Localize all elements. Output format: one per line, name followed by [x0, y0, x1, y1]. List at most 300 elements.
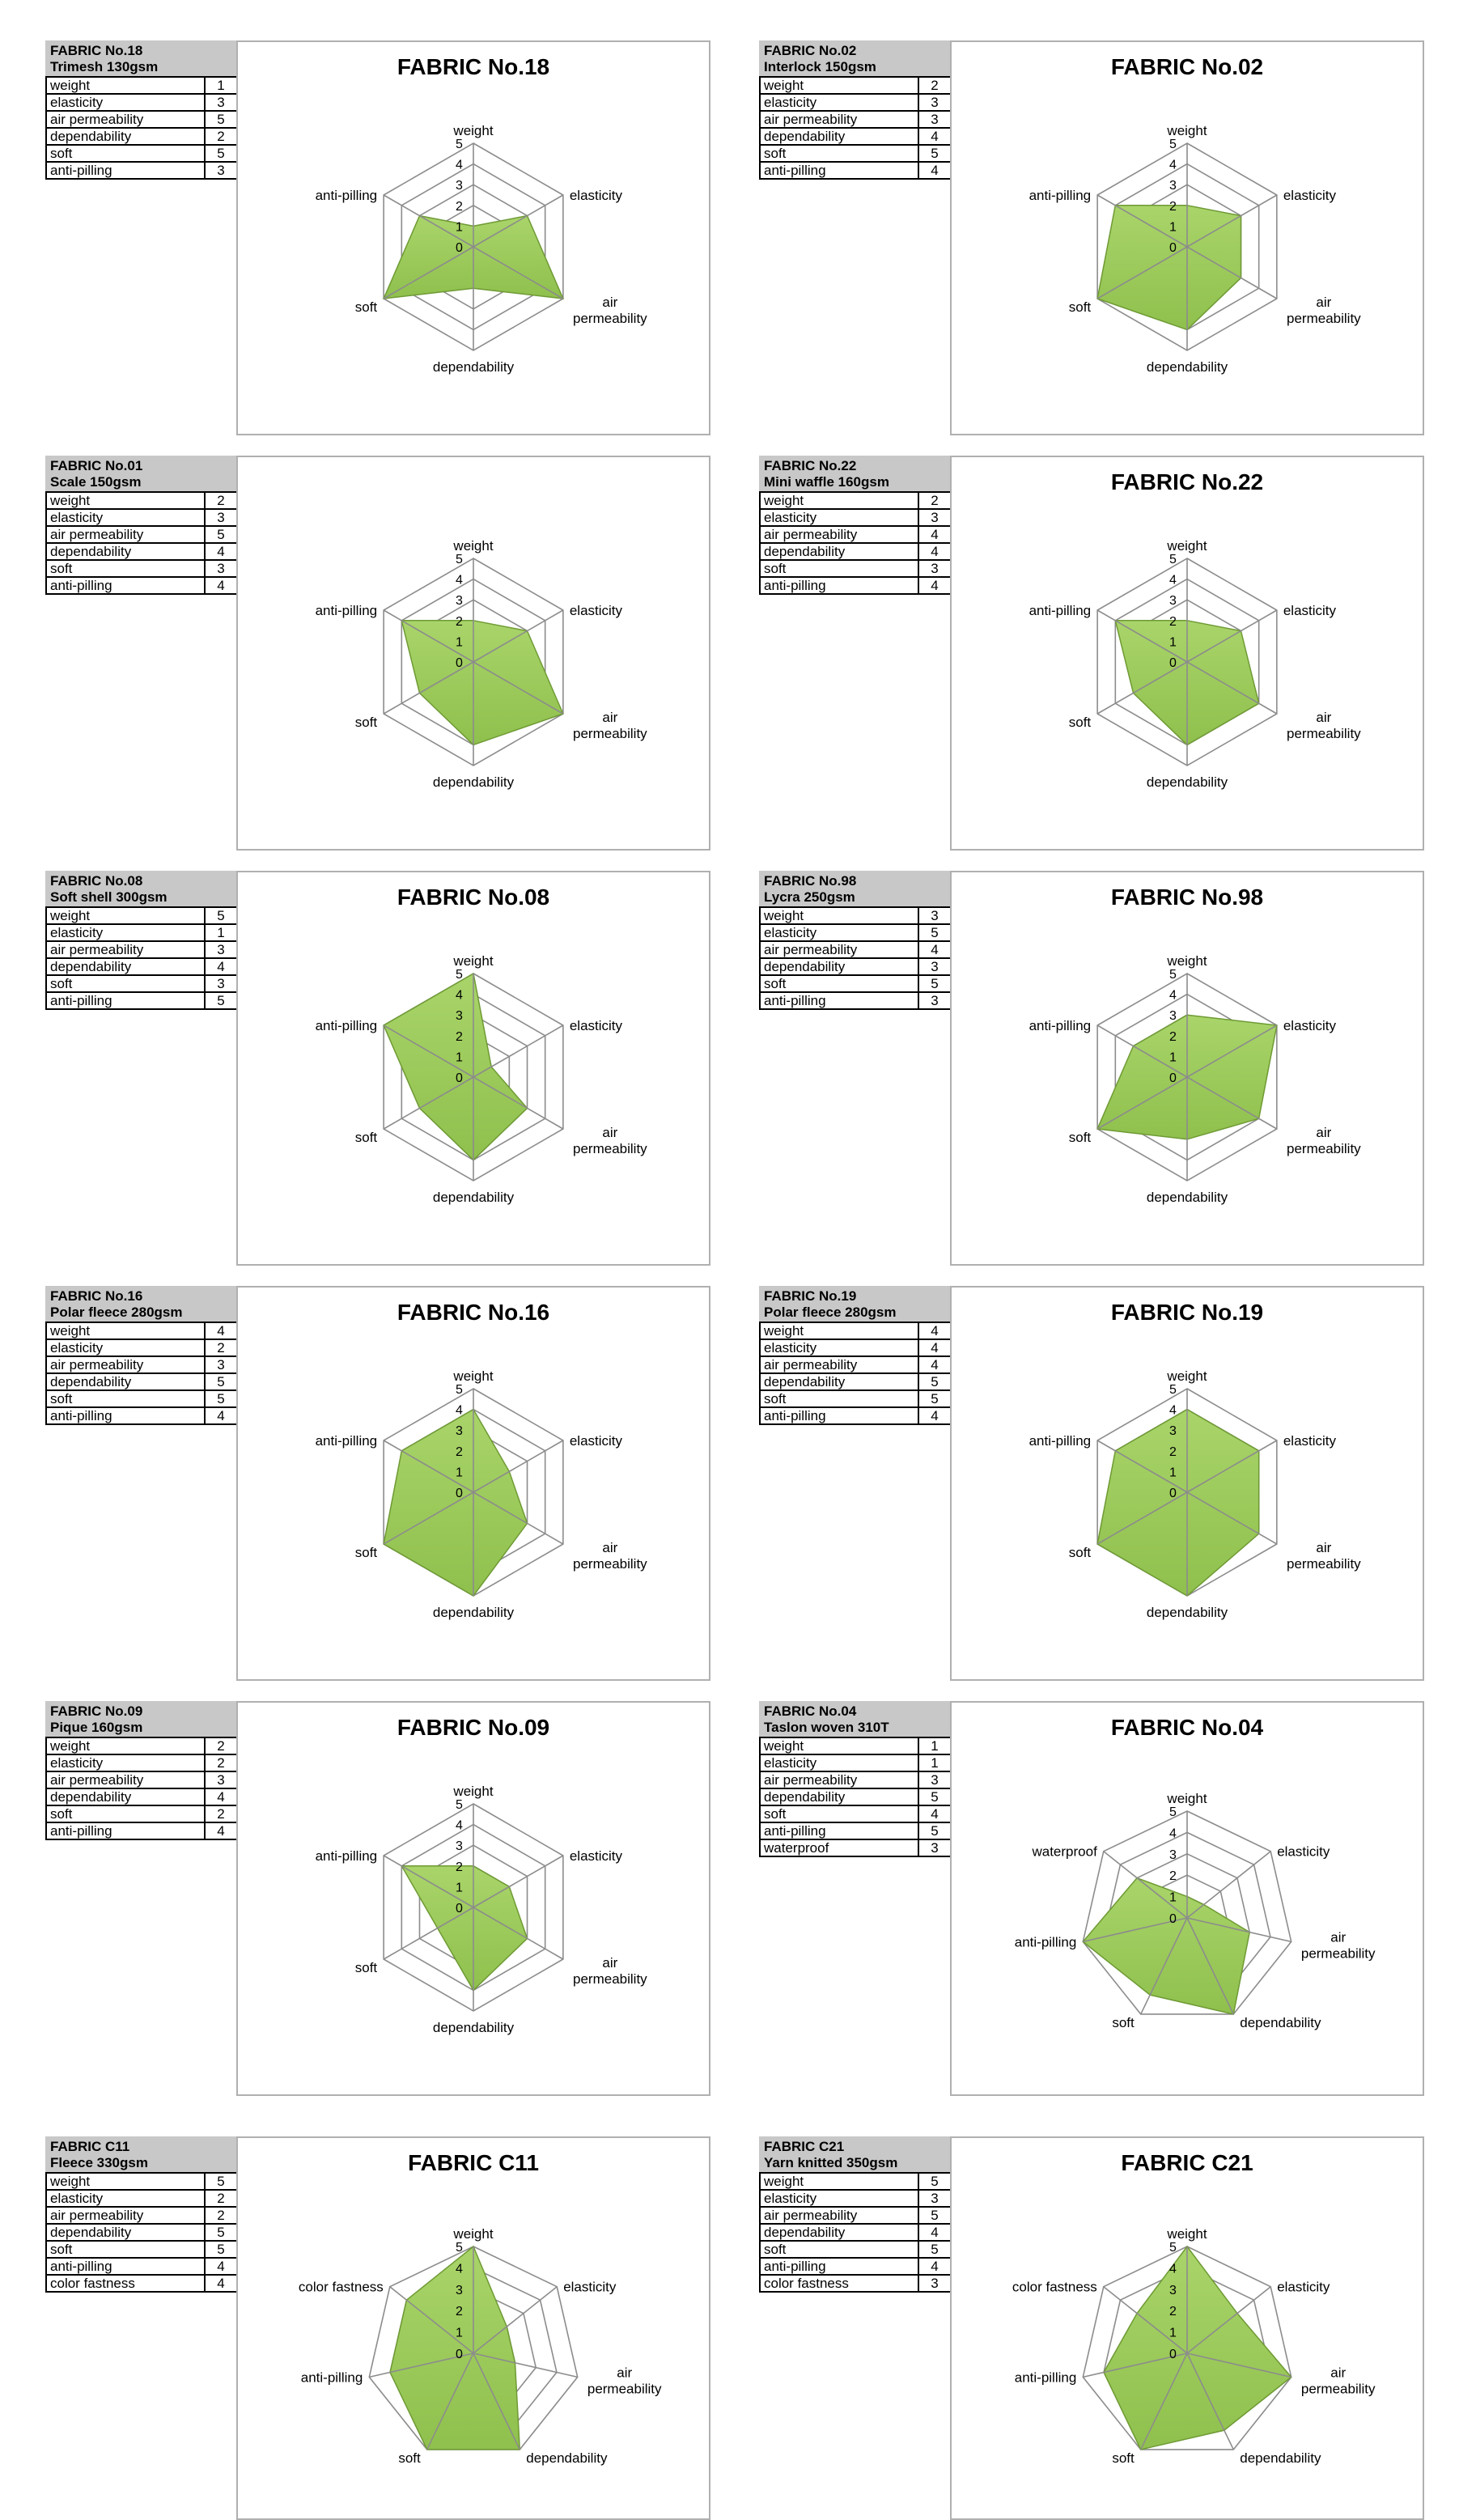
- spec-table-block: [759, 2136, 950, 2293]
- tick-label: 3: [456, 1009, 463, 1024]
- tick-label: 4: [1169, 573, 1177, 588]
- tick-label: 5: [456, 2241, 463, 2255]
- spec-label: elasticity: [760, 94, 918, 111]
- spec-header: [45, 456, 236, 491]
- chart-title: FABRIC No.18: [397, 54, 550, 79]
- spec-label: weight: [760, 2173, 918, 2190]
- radar-chart-svg: [952, 457, 1423, 849]
- tick-label: 5: [456, 553, 463, 566]
- spec-row: [46, 2241, 237, 2258]
- spec-label: weight: [46, 1322, 205, 1339]
- spec-row: [46, 1805, 237, 1822]
- axis-label: air permeability: [1287, 1125, 1361, 1156]
- spec-row: [46, 2224, 237, 2241]
- spec-label: elasticity: [46, 509, 205, 526]
- tick-label: 1: [1169, 1466, 1177, 1480]
- spec-row: [46, 111, 237, 128]
- spec-label: dependability: [46, 1788, 205, 1805]
- spec-value: 5: [205, 2173, 237, 2190]
- spec-label: elasticity: [760, 924, 918, 941]
- spec-row: [760, 1737, 951, 1754]
- spec-value: 5: [918, 2241, 951, 2258]
- spec-label: anti-pilling: [760, 162, 918, 179]
- axis-label: weight: [453, 1368, 494, 1384]
- fabric-name: FABRIC No.02: [764, 43, 857, 58]
- spec-header: [45, 40, 236, 76]
- spec-value: 3: [918, 2275, 951, 2292]
- spec-row: [46, 162, 237, 179]
- spec-row: [46, 2190, 237, 2207]
- axis-label: air permeability: [1300, 1929, 1376, 1962]
- axis-label: elasticity: [1277, 1843, 1330, 1860]
- spec-label: soft: [46, 1390, 205, 1407]
- axis-label: soft: [1068, 1130, 1092, 1145]
- tick-label: 1: [456, 2326, 463, 2340]
- axis-label: elasticity: [569, 603, 623, 618]
- axis-label: color fastness: [1012, 2279, 1097, 2295]
- spec-label: weight: [46, 492, 205, 509]
- tick-label: 2: [1169, 614, 1177, 629]
- axis-label: elasticity: [569, 188, 623, 203]
- spec-row: [760, 2224, 951, 2241]
- spec-row: [760, 2173, 951, 2190]
- tick-label: 5: [456, 1383, 463, 1397]
- spec-value: 5: [205, 1390, 237, 1407]
- spec-row: [760, 1322, 951, 1339]
- fabric-name: FABRIC No.08: [50, 873, 143, 889]
- spec-header: [759, 1286, 950, 1322]
- spec-row: [46, 526, 237, 543]
- tick-label: 2: [456, 1029, 463, 1044]
- spec-label: soft: [760, 975, 918, 992]
- spec-header: [45, 871, 236, 906]
- chart-title: FABRIC No.04: [1110, 1715, 1264, 1740]
- spec-value: 4: [205, 958, 237, 975]
- spec-value: 4: [205, 1822, 237, 1839]
- spec-value: 5: [205, 526, 237, 543]
- axis-label: weight: [1167, 1791, 1207, 1806]
- axis-label: anti-pilling: [1029, 603, 1092, 618]
- spec-row: [46, 2207, 237, 2224]
- spec-table-block: [759, 1286, 950, 1425]
- axis-label: weight: [453, 1784, 494, 1799]
- chart-title: FABRIC No.22: [1110, 469, 1264, 494]
- spec-label: anti-pilling: [46, 1407, 205, 1424]
- spec-row: [760, 577, 951, 594]
- axis-label: weight: [1167, 538, 1207, 554]
- spec-value: 4: [205, 577, 237, 594]
- tick-label: 0: [1169, 2348, 1177, 2361]
- axis-label: elasticity: [1283, 603, 1337, 618]
- spec-value: 1: [918, 1754, 951, 1771]
- spec-table: [759, 1322, 952, 1425]
- chart-title: FABRIC No.09: [397, 1715, 550, 1740]
- fabric-name: FABRIC C21: [764, 2139, 845, 2154]
- spec-table: [759, 491, 952, 595]
- tick-label: 2: [456, 614, 463, 629]
- spec-value: 4: [918, 128, 951, 145]
- axis-label: anti-pilling: [315, 1848, 378, 1864]
- spec-row: [760, 77, 951, 94]
- spec-value: 3: [205, 975, 237, 992]
- spec-label: air permeability: [46, 526, 205, 543]
- spec-row: [760, 543, 951, 560]
- spec-row: [46, 560, 237, 577]
- fabric-name: FABRIC C11: [50, 2139, 130, 2154]
- spec-table-block: [45, 456, 236, 595]
- axis-label: anti-pilling: [1014, 1934, 1077, 1950]
- spec-row: [46, 907, 237, 924]
- radar-chart-svg: [952, 1703, 1423, 2094]
- spec-row: [46, 2275, 237, 2292]
- axis-label: elasticity: [1283, 1433, 1337, 1449]
- spec-value: 2: [205, 2207, 237, 2224]
- spec-label: anti-pilling: [46, 577, 205, 594]
- tick-label: 4: [1169, 988, 1177, 1003]
- spec-value: 5: [918, 924, 951, 941]
- spec-value: 3: [205, 162, 237, 179]
- spec-value: 2: [205, 492, 237, 509]
- axis-label: weight: [453, 123, 494, 138]
- spec-table: [45, 491, 238, 595]
- spec-value: 2: [205, 2190, 237, 2207]
- chart-title: FABRIC No.08: [397, 885, 550, 910]
- tick-label: 4: [1169, 2262, 1177, 2276]
- chart-title: FABRIC No.16: [397, 1300, 550, 1325]
- tick-label: 0: [1169, 1071, 1177, 1085]
- spec-value: 3: [918, 1839, 951, 1856]
- fabric-subtitle: Yarn knitted 350gsm: [764, 2155, 898, 2170]
- spec-label: anti-pilling: [760, 577, 918, 594]
- tick-label: 3: [1169, 179, 1177, 193]
- spec-value: 3: [205, 560, 237, 577]
- spec-label: anti-pilling: [46, 1822, 205, 1839]
- spec-label: elasticity: [46, 1339, 205, 1356]
- spec-value: 4: [205, 543, 237, 560]
- spec-row: [46, 492, 237, 509]
- fabric-name: FABRIC No.01: [50, 458, 143, 473]
- spec-row: [46, 1390, 237, 1407]
- spec-label: soft: [46, 975, 205, 992]
- spec-row: [46, 2173, 237, 2190]
- spec-row: [46, 543, 237, 560]
- radar-chart-box: [950, 871, 1424, 1266]
- axis-label: dependability: [1146, 1190, 1228, 1205]
- spec-label: color fastness: [46, 2275, 205, 2292]
- fabric-name: FABRIC No.19: [764, 1288, 857, 1304]
- spec-row: [46, 1822, 237, 1839]
- fabric-name: FABRIC No.22: [764, 458, 857, 473]
- spec-value: 4: [918, 1339, 951, 1356]
- spec-row: [46, 941, 237, 958]
- spec-label: anti-pilling: [46, 162, 205, 179]
- tick-label: 5: [1169, 1805, 1177, 1819]
- spec-row: [46, 1737, 237, 1754]
- spec-table-block: [45, 2136, 236, 2293]
- spec-label: dependability: [760, 1788, 918, 1805]
- spec-row: [46, 1356, 237, 1373]
- tick-label: 4: [456, 2262, 463, 2276]
- axis-label: anti-pilling: [315, 1018, 378, 1033]
- spec-label: anti-pilling: [760, 1822, 918, 1839]
- spec-label: weight: [760, 1322, 918, 1339]
- axis-label: air permeability: [573, 1955, 647, 1987]
- spec-label: dependability: [760, 543, 918, 560]
- spec-value: 4: [205, 2258, 237, 2275]
- axis-label: weight: [1167, 123, 1207, 138]
- axis-label: air permeability: [1300, 2365, 1376, 2397]
- spec-value: 4: [918, 577, 951, 594]
- axis-label: soft: [354, 1545, 378, 1560]
- tick-label: 3: [456, 1424, 463, 1439]
- spec-value: 5: [205, 145, 237, 162]
- fabric-subtitle: Polar fleece 280gsm: [764, 1305, 897, 1320]
- spec-label: soft: [760, 145, 918, 162]
- tick-label: 0: [1169, 656, 1177, 670]
- fabric-subtitle: Taslon woven 310T: [764, 1720, 889, 1735]
- spec-value: 3: [205, 509, 237, 526]
- spec-value: 4: [918, 941, 951, 958]
- spec-row: [760, 907, 951, 924]
- tick-label: 4: [1169, 1403, 1177, 1418]
- radar-chart-box: [236, 2136, 710, 2520]
- spec-label: soft: [46, 560, 205, 577]
- tick-label: 4: [1169, 1826, 1177, 1841]
- spec-value: 3: [205, 1771, 237, 1788]
- axis-label: anti-pilling: [1029, 1433, 1092, 1449]
- tick-label: 2: [456, 199, 463, 214]
- spec-table-block: [45, 1286, 236, 1425]
- spec-row: [46, 1339, 237, 1356]
- spec-row: [46, 1754, 237, 1771]
- radar-chart-box: [236, 1286, 710, 1681]
- radar-chart-box: [950, 1701, 1424, 2096]
- spec-label: dependability: [760, 128, 918, 145]
- spec-label: weight: [46, 2173, 205, 2190]
- fabric-name: FABRIC No.18: [50, 43, 143, 58]
- spec-value: 5: [205, 1373, 237, 1390]
- spec-row: [760, 128, 951, 145]
- spec-label: air permeability: [46, 941, 205, 958]
- tick-label: 1: [456, 1881, 463, 1895]
- spec-value: 2: [205, 1737, 237, 1754]
- spec-label: elasticity: [760, 1754, 918, 1771]
- spec-value: 3: [918, 992, 951, 1009]
- spec-row: [760, 145, 951, 162]
- spec-label: anti-pilling: [760, 1407, 918, 1424]
- spec-label: soft: [46, 2241, 205, 2258]
- spec-label: weight: [46, 1737, 205, 1754]
- fabric-subtitle: Soft shell 300gsm: [50, 889, 168, 905]
- spec-value: 2: [918, 77, 951, 94]
- spec-row: [760, 509, 951, 526]
- spec-table-block: [45, 40, 236, 180]
- axis-label: elasticity: [569, 1018, 623, 1033]
- tick-label: 2: [1169, 199, 1177, 214]
- spec-label: dependability: [46, 1373, 205, 1390]
- spec-value: 4: [918, 1805, 951, 1822]
- spec-value: 2: [205, 1805, 237, 1822]
- data-area: [1083, 1878, 1249, 2014]
- spec-label: anti-pilling: [760, 992, 918, 1009]
- spec-label: air permeability: [46, 2207, 205, 2224]
- tick-label: 5: [456, 138, 463, 151]
- spec-header: [45, 1286, 236, 1322]
- spec-table: [759, 2172, 952, 2293]
- axis-label: air permeability: [587, 2365, 662, 2397]
- spec-value: 3: [918, 1771, 951, 1788]
- radar-chart-svg: [952, 1288, 1423, 1679]
- spec-value: 3: [918, 2190, 951, 2207]
- axis-label: air permeability: [1287, 710, 1361, 741]
- spec-header: [45, 2136, 236, 2172]
- tick-label: 4: [1169, 158, 1177, 172]
- spec-value: 5: [205, 2224, 237, 2241]
- tick-label: 2: [1169, 1445, 1177, 1459]
- spec-row: [46, 128, 237, 145]
- spec-value: 1: [205, 924, 237, 941]
- spec-row: [760, 1839, 951, 1856]
- spec-value: 4: [205, 1788, 237, 1805]
- tick-label: 0: [456, 1071, 463, 1085]
- tick-label: 3: [1169, 594, 1177, 609]
- spec-row: [760, 1788, 951, 1805]
- spec-table: [45, 76, 238, 180]
- spec-row: [46, 1788, 237, 1805]
- axis-label: soft: [1112, 2450, 1135, 2466]
- spec-header: [759, 40, 950, 76]
- chart-title: FABRIC No.98: [1110, 885, 1264, 910]
- axis-label: air permeability: [573, 710, 647, 741]
- spec-row: [760, 1373, 951, 1390]
- tick-label: 3: [456, 594, 463, 609]
- fabric-subtitle: Mini waffle 160gsm: [764, 474, 889, 490]
- spec-value: 5: [918, 1373, 951, 1390]
- axis-label: dependability: [526, 2450, 608, 2466]
- spec-label: soft: [760, 560, 918, 577]
- spec-row: [760, 975, 951, 992]
- spec-value: 4: [918, 2224, 951, 2241]
- tick-label: 5: [1169, 2241, 1177, 2255]
- spec-label: elasticity: [760, 509, 918, 526]
- axis-label: elasticity: [569, 1848, 623, 1864]
- radar-chart-svg: [952, 42, 1423, 434]
- spec-value: 3: [918, 958, 951, 975]
- tick-label: 1: [456, 1050, 463, 1065]
- spec-table: [759, 906, 952, 1010]
- tick-label: 5: [1169, 968, 1177, 982]
- spec-label: air permeability: [46, 111, 205, 128]
- axis-label: anti-pilling: [1014, 2369, 1077, 2386]
- spec-row: [46, 958, 237, 975]
- spec-label: weight: [760, 492, 918, 509]
- spec-row: [760, 1771, 951, 1788]
- tick-label: 3: [1169, 1009, 1177, 1024]
- radar-chart-box: [950, 456, 1424, 851]
- spec-label: soft: [760, 1390, 918, 1407]
- spec-table: [45, 906, 238, 1010]
- tick-label: 0: [456, 1902, 463, 1915]
- spec-row: [760, 2190, 951, 2207]
- tick-label: 1: [1169, 635, 1177, 650]
- spec-label: waterproof: [760, 1839, 918, 1856]
- chart-title: FABRIC C11: [408, 2150, 539, 2175]
- fabric-subtitle: Interlock 150gsm: [764, 59, 876, 74]
- tick-label: 5: [1169, 553, 1177, 566]
- chart-title: FABRIC C21: [1121, 2150, 1253, 2175]
- spec-row: [760, 1356, 951, 1373]
- radar-chart-box: [236, 40, 710, 435]
- spec-value: 3: [918, 509, 951, 526]
- fabric-name: FABRIC No.98: [764, 873, 857, 889]
- radar-chart-box: [950, 2136, 1424, 2520]
- tick-label: 1: [1169, 1050, 1177, 1065]
- axis-label: dependability: [1146, 359, 1228, 375]
- spec-row: [46, 1322, 237, 1339]
- spec-row: [46, 94, 237, 111]
- fabric-subtitle: Scale 150gsm: [50, 474, 142, 490]
- tick-label: 4: [456, 158, 463, 172]
- spec-label: dependability: [760, 1373, 918, 1390]
- spec-label: elasticity: [46, 2190, 205, 2207]
- spec-label: soft: [760, 1805, 918, 1822]
- spec-row: [760, 941, 951, 958]
- spec-value: 4: [918, 162, 951, 179]
- spec-label: elasticity: [46, 924, 205, 941]
- tick-label: 3: [1169, 1424, 1177, 1439]
- spec-value: 4: [205, 1322, 237, 1339]
- axis-label: weight: [1167, 1368, 1207, 1384]
- axis-label: weight: [1167, 2226, 1207, 2242]
- spec-label: air permeability: [760, 941, 918, 958]
- spec-value: 5: [205, 992, 237, 1009]
- axis-label: soft: [1112, 2014, 1135, 2030]
- spec-row: [760, 924, 951, 941]
- spec-label: anti-pilling: [760, 2258, 918, 2275]
- fabric-subtitle: Fleece 330gsm: [50, 2155, 148, 2170]
- spec-table-block: [759, 1701, 950, 1857]
- spec-value: 1: [205, 77, 237, 94]
- tick-label: 1: [1169, 2326, 1177, 2340]
- fabric-name: FABRIC No.16: [50, 1288, 143, 1304]
- spec-row: [760, 2275, 951, 2292]
- spec-table-block: [45, 1701, 236, 1840]
- spec-value: 5: [918, 2207, 951, 2224]
- axis-label: anti-pilling: [1029, 1018, 1092, 1033]
- tick-label: 3: [1169, 2283, 1177, 2297]
- axis-label: dependability: [432, 2020, 515, 2035]
- tick-label: 2: [1169, 2305, 1177, 2319]
- axis-label: dependability: [1240, 2450, 1321, 2466]
- axis-label: dependability: [432, 774, 515, 790]
- spec-value: 5: [918, 1822, 951, 1839]
- tick-label: 4: [456, 1403, 463, 1418]
- tick-label: 4: [456, 988, 463, 1003]
- fabric-subtitle: Lycra 250gsm: [764, 889, 855, 905]
- spec-row: [760, 2241, 951, 2258]
- spec-value: 4: [205, 1407, 237, 1424]
- spec-label: weight: [760, 907, 918, 924]
- spec-value: 4: [918, 2258, 951, 2275]
- spec-row: [760, 526, 951, 543]
- spec-row: [760, 2207, 951, 2224]
- spec-label: anti-pilling: [46, 2258, 205, 2275]
- spec-row: [760, 1805, 951, 1822]
- tick-label: 0: [456, 1487, 463, 1500]
- spec-value: 2: [205, 128, 237, 145]
- spec-value: 2: [918, 492, 951, 509]
- tick-label: 3: [456, 179, 463, 193]
